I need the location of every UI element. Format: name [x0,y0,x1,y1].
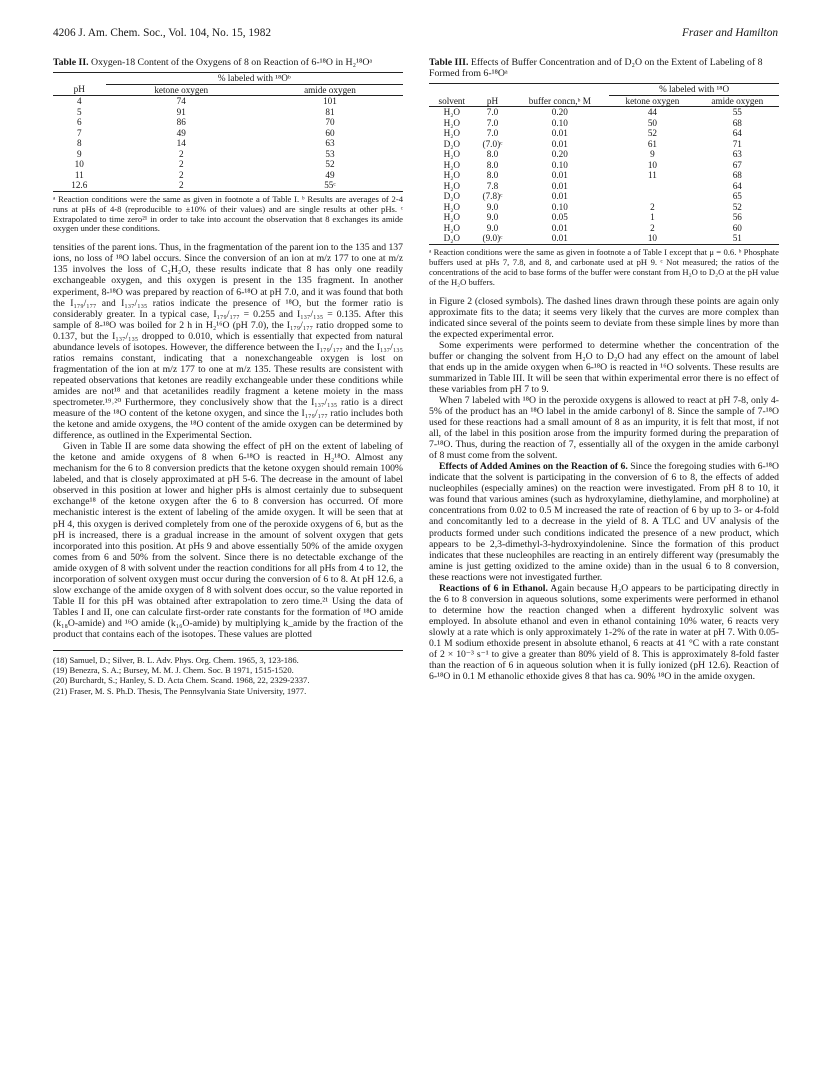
table-cell: 71 [732,138,742,149]
table2-caption [53,57,403,68]
table-cell: 0.01 [510,233,609,244]
table-cell: 55 [732,107,742,118]
table-cell: 2 [178,159,184,170]
table-cell: 0.20 [551,149,568,160]
table-cell: H₂O [443,107,461,118]
table-cell: 11 [647,170,657,181]
body-paragraph: Given in Table II are some data showing the effect of pH on the extent of labeling of the ketone and amide oxygens of 8 when 6-¹⁸O is reacted in H₂¹⁸O. Almost any mechanism for the 6 to 8 conversion predicts that the ketone oxygen should remain 100% labeled, and that is closely approximated at pH 5-6. The decrease in the amount of label observed in this position at lower and higher pHs is almost certainly due to subsequent exchange¹⁸ of the ketone oxygen after the 6 to 8 conversion has occurred. Of more mechanistic interest is the extent of labeling of the amide oxygen. It will be seen that at pH 4, this oxygen is derived completely from one of the peroxide oxygens of 6, but as the pH is increased, there is a gradual increase in the amount of solvent oxygen that gets incorporated into this position. At pHs 9 and above essentially 50% of the amide oxygen comes from 6 and 50% from the solvent. Since there is no detectable exchange of the amide oxygen of 8 with solvent under the reaction conditions for all pHs from 4 to 12, the incorporation of solvent oxygen must occur during the conversion of 6 to 8. At pH 12.6, a slow exchange of the amide oxygen of 8 with solvent does occur, so the value reported in Table II for this pH was obtained after extrapolation to zero time.²¹ Using the data of Tables I and II, one can calculate first-order rate constants for the formation of ¹⁸O amide (k₁₈O-amide) and ¹⁶O amide (k₁₆O-amide) by multiplying k_amide by the fraction of the product that contains each of the isotopes. These values are plotted [53,441,403,640]
table-cell: 8.0 [486,159,499,170]
table-cell: 9.0 [486,212,499,223]
table-cell: 53 [325,148,335,159]
table-cell: H₂O [443,180,461,191]
table-cell: H₂O [443,212,461,223]
table3-footnote: ᵃ Reaction conditions were the same as given in footnote a of Table I except that μ = 0.6. ᵇ Phosphate buffers used at pHs 7, 7.8, and 8, and carbonate used at pH 9. ᶜ Not measured; the ratios of the concentrations of the acid to base forms of the buffer were constant from H₂O to D₂O at the pH value of the H₂O buffers. [429,246,779,287]
table-cell: 0.01 [551,180,568,191]
table-cell: 2 [106,180,257,191]
table-cell: 52 [732,201,742,212]
table2-span-header: % labeled with ¹⁸Oᵇ [106,73,403,85]
table2-footnote: ᵃ Reaction conditions were the same as given in footnote a of Table I. ᵇ Results are averages of 2-4 runs at pHs of 4-8 (reproducible to ±10% of their values) and are single results at other pHs. ᶜ Extrapolated to time zero²¹ in order to take into account the observation that 8 exchanges its amide oxygen under these conditions. [53,193,403,234]
table-cell: 49 [325,169,335,180]
table-cell: 2 [650,222,655,233]
body-paragraph: in Figure 2 (closed symbols). The dashed lines drawn through these points are again only approximate fits to the data; it seems very likely that the curves are more complex than indicated since several of the points seem to deviate from these simple lines by more than the expected experimental error. [429,295,779,340]
table-cell [609,191,695,202]
table-cell: 9 [76,148,82,159]
table-cell: 63 [732,149,742,160]
table-cell: (9.0)ᶜ [475,233,511,244]
table-cell: 0.01 [551,128,568,139]
table-cell: 7 [76,127,82,138]
table-cell: 67 [732,159,742,170]
table-cell: 52 [325,159,335,170]
table-row [429,170,779,181]
table-cell: 7.0 [486,128,499,139]
table-cell: D₂O [443,191,461,202]
table-cell: H₂O [443,128,461,139]
table3-caption [429,57,779,79]
table-cell: 4 [76,96,82,107]
column-header: amide oxygen [257,84,403,96]
table-cell: 60 [732,222,742,233]
right-column [429,57,779,682]
table-cell: 64 [732,128,742,139]
table3-label: Table III. [429,57,469,68]
table-row [53,128,403,139]
table-row [429,202,779,213]
table-row [429,118,779,129]
table-row [429,107,779,118]
table-cell: 7.0 [486,107,499,118]
table-cell: 0.10 [551,117,568,128]
table-cell: 55ᶜ [257,180,403,191]
table-3 [429,83,779,245]
table-cell: 2 [178,169,184,180]
table-cell: 14 [176,138,186,149]
table-row [429,181,779,192]
table-cell: 0.01 [551,170,568,181]
table-row [53,170,403,181]
table-cell: 2 [650,201,655,212]
table-row [53,96,403,107]
table-cell: 64 [732,180,742,191]
table-cell: 6 [76,117,82,128]
table-cell: H₂O [443,222,461,233]
table-cell: H₂O [443,159,461,170]
section-paragraph [429,461,779,583]
journal-citation: 4206 J. Am. Chem. Soc., Vol. 104, No. 15, 1982 [53,27,272,39]
section-text: Since the foregoing studies with 6-¹⁸O indicate that the solvent is participating in the conversion of 6 to 8, the effects of added nucleophiles (especially amines) on the reaction were investigated. From pH 8 to 10, it was found that various amines (such as hydroxylamine, diethylamine, and morpholine) at concentrations from 0.02 to 0.5 M increased the rate of reaction of 6 by up to 3- or 4-fold and concomitantly led to a decrease in the yield of 8. A TLC and UV analysis of the products formed under such conditions indicated the presence of a new product, which appears to be 2,3-dimethyl-3-hydroxyindolenine. Since the formation of this product indicates that these nucleophiles are reacting in an entirely different way (presumably the amine is just getting oxidized to the amine oxide) than in the usual 6 to 8 conversion, these reactions were not investigated further. [429,461,779,583]
reference-item: (18) Samuel, D.; Silver, B. L. Adv. Phys. Org. Chem. 1965, 3, 123-186. [53,655,299,666]
running-header [53,27,778,43]
column-header: buffer concn,ᵇ M [510,95,609,107]
section-heading: Reactions of 6 in Ethanol. [439,582,548,594]
table-cell: 91 [176,106,186,117]
section-text: Again because H₂O appears to be participating directly in the 6 to 8 conversion in aqueous solutions, some experiments were performed in ethanol to determine how the reaction changed when a different hydroxylic solvent was employed. In absolute ethanol and even in ethanol containing 10% water, 6 reacts very slowly at a rate which is only approximately 1-2% of the rate in water at pH 7. With 0.05-0.1 M sodium ethoxide present in absolute ethanol, 6 reacts at 41 °C with a rate constant of 2 × 10⁻³ s⁻¹ to give a greater than 80% yield of 8. This is approximately 8-fold faster than the reaction of 6 in aqueous solution when it is fully ionized (pH 12.6). Reaction of 6-¹⁸O in 0.1 M ethanolic ethoxide gives 8 that has ca. 90% ¹⁸O in the amide oxygen. [429,582,779,683]
table-cell: 10 [609,233,695,244]
column-header: ketone oxygen [609,95,695,107]
table-2 [53,72,403,192]
table-cell: 0.01 [551,191,568,202]
reference-item: (20) Burchardt, S.; Hanley, S. D. Acta Chem. Scand. 1968, 22, 2329-2337. [53,675,310,686]
table-cell: 63 [325,138,335,149]
table-cell: 8 [76,138,82,149]
table-row [53,159,403,170]
table-cell: 56 [732,212,742,223]
table-cell: 5 [76,106,82,117]
table3-title: Effects of Buffer Concentration and of D₂O on the Extent of Labeling of 8 Formed from 6-¹⁸Oᵃ [429,57,763,80]
table-cell: D₂O [429,233,475,244]
table-cell: 0.20 [551,107,568,118]
table-cell: 7.8 [486,180,499,191]
table-cell: 9.0 [486,201,499,212]
table-row [53,117,403,128]
table-cell: 74 [176,96,186,107]
table-cell: 0.01 [551,138,568,149]
table-cell: 60 [325,127,335,138]
table-cell: (7.8)ᶜ [482,191,503,202]
section-paragraph [429,583,779,682]
body-paragraph: When 7 labeled with ¹⁸O in the peroxide oxygens is allowed to react at pH 7-8, only 4-5% of the product has an ¹⁸O label in the amide carbonyl of 8. Since the sample of 7-¹⁸O used for these reactions had a small amount of 8 as an impurity, it is felt that most, if not all, of the label in this position arose from the impurity formed during the preparation of 7-¹⁸O. Thus, during the reaction of 7, essentially all of the oxygen in the amide carbonyl of 8 must come from the solvent. [429,394,779,462]
body-paragraph: Some experiments were performed to determine whether the concentration of the buffer or changing the solvent from H₂O to D₂O had any effect on the amount of label that ends up in the amide oxygen when 6-¹⁸O is reacted in ¹⁶O solvents. These results are summarized in Table III. It will be seen that within experimental error there is no effect of these variables from pH 7 to 9. [429,339,779,395]
table-cell: 52 [647,128,657,139]
table-cell: 68 [732,117,742,128]
table-row [429,191,779,202]
table-cell: 51 [696,233,779,244]
table-cell: 9.0 [486,222,499,233]
table-cell: 86 [176,117,186,128]
column-header: solvent [429,95,475,107]
table-row [53,138,403,149]
table-cell: 2 [178,148,184,159]
table3-span-header: % labeled with ¹⁸O [609,84,779,96]
table2-title: Oxygen-18 Content of the Oxygens of 8 on Reaction of 6-¹⁸O in H₂¹⁸Oᵃ [91,57,373,68]
table-cell: 44 [647,107,657,118]
table-cell: 10 [74,159,84,170]
table-cell: 11 [74,169,84,180]
reference-item: (21) Fraser, M. S. Ph.D. Thesis, The Pennsylvania State University, 1977. [53,685,307,696]
table-cell: H₂O [443,170,461,181]
reference-item: (19) Benezra, S. A.; Bursey, M. M. J. Chem. Soc. B 1971, 1515-1520. [53,665,294,676]
table-row [429,139,779,150]
table-cell: D₂O [443,138,461,149]
section-heading: Effects of Added Amines on the Reaction of 6. [439,461,628,473]
table-cell: 81 [325,106,335,117]
body-paragraph: tensities of the parent ions. Thus, in the fragmentation of the parent ion to the 135 and 137 ions, no loss of ¹⁸O label occurs. Since the conversion of an ion at m/z 177 to one at m/z 135 involves the loss of C₂H₂O, these results indicate that 8 has only one readily exchangeable oxygen, and this oxygen is present in the 135 fragment. In another experiment, 8-¹⁸O was prepared by reaction of 6-¹⁸O at pH 7.0, and it was found that both the I₁₇₉/₁₇₇ and I₁₃₇/₁₃₅ ratios indicate the presence of ¹⁸O, but the former ratio is considerably greater. In a typical case, I₁₇₉/₁₇₇ = 0.255 and I₁₃₇/₁₃₅ = 0.135. After this sample of 8-¹⁸O was boiled for 2 h in H₂¹⁶O (pH 7.0), the I₁₇₉/₁₇₇ ratio dropped some to 0.137, but the I₁₃₇/₁₃₅ dropped to 0.010, which is essentially that expected from natural abundance levels of isotopes. However, the difference between the I₁₇₉/₁₇₇ and the I₁₃₇/₁₃₅ ratios remains constant, indicating that a nonexchangeable oxygen is lost on fragmentation of the ion at m/z 177 to one at m/z 135. These results are consistent with repeated observations that ketones are readily exchangeable under these conditions while amides are not¹⁸ and that acetanilides readily fragment a ketene moiety in the mass spectrometer.¹⁹˒²⁰ Furthermore, they conclusively show that the I₁₃₇/₁₃₅ ratio is a direct measure of the ¹⁸O content of the ketone oxygen, and since the I₁₇₉/₁₇₇ ratio includes both the ketone and amide oxygens, the ¹⁸O content of the amide oxygen can be determined by difference, as outlined in the Experimental Section. [53,242,403,442]
left-column [53,57,403,696]
table-cell [609,181,695,192]
references [53,650,403,696]
table-cell: 0.10 [551,201,568,212]
table-cell: 8.0 [486,149,499,160]
table-cell: H₂O [443,201,461,212]
table-cell: 12.6 [53,180,106,191]
table-row [429,160,779,171]
table-cell: 7.0 [486,117,499,128]
table-cell: 101 [323,96,337,107]
table-cell: 50 [647,117,657,128]
authors-running-head: Fraser and Hamilton [681,27,778,39]
table-cell: H₂O [443,149,461,160]
table-row [53,107,403,118]
column-header: pH [53,84,106,96]
table-row [429,223,779,234]
table-cell: 10 [647,159,657,170]
table-cell: 0.05 [551,212,568,223]
column-header: amide oxygen [696,95,779,107]
table-cell: 8.0 [486,170,499,181]
table2-label: Table II. [53,57,89,68]
table-cell: 70 [325,117,335,128]
table-row [429,233,779,244]
column-header: pH [475,95,511,107]
table-row [429,149,779,160]
table-row [53,149,403,160]
column-header: ketone oxygen [106,84,257,96]
table-cell: (7.0)ᶜ [482,138,503,149]
table-row [429,212,779,223]
table-cell: 0.10 [551,159,568,170]
table-row [53,180,403,191]
table-cell: 49 [176,127,186,138]
table-cell: 9 [650,149,655,160]
table-cell: 1 [650,212,655,223]
table-cell: 65 [732,191,742,202]
table-row [429,128,779,139]
table-cell: 68 [732,170,742,181]
table-cell: 0.01 [551,222,568,233]
table-cell: H₂O [443,117,461,128]
table-cell: 61 [647,138,657,149]
